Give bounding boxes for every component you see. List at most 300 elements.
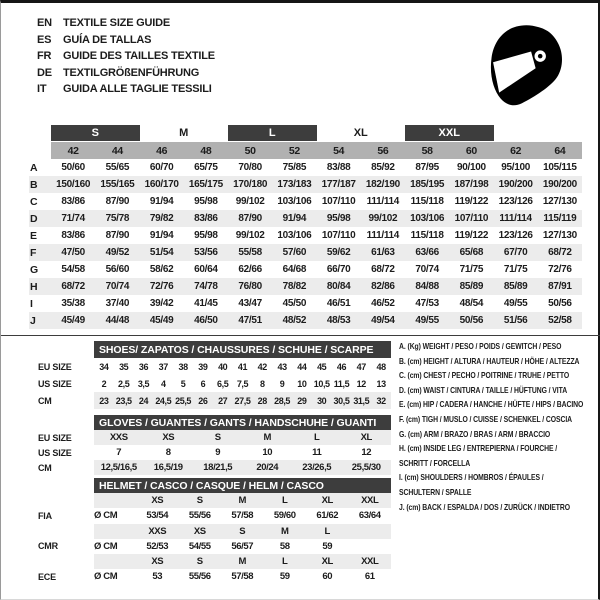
measure-cell: 67/70 [503,247,528,258]
diameter-cell: 61/62 [316,510,339,522]
measure-cell: 60/64 [194,264,218,275]
measure-cell: 71/75 [459,264,484,275]
measure-cell: 50/56 [548,298,572,309]
measure-cell: 48/53 [326,315,351,326]
gloves-header-row [38,415,391,430]
diameter-cell: 61 [364,571,375,583]
diameter-cell: Ø CM [94,510,118,522]
measure-cell: 47/53 [415,298,439,309]
us-size-cell: 11,5 [333,378,350,389]
measure-cell: 49/52 [105,247,130,258]
gutter [38,341,94,358]
measure-cell: 111/114 [366,196,400,207]
size-header-cell: 46 [140,142,184,159]
measure-cell: 155/165 [100,179,135,190]
us-size-cell: 9 [215,447,221,458]
measure-cell: 61/63 [371,247,395,258]
measure-cell: 99/102 [235,196,265,207]
lang-title: TEXTILE SIZE GUIDE [63,17,171,30]
lang-code: EN [37,17,52,30]
row-label: EU SIZE [38,361,72,372]
measure-cell: 177/187 [321,179,356,190]
eu-size-cell: 40 [218,361,228,372]
section-divider [1,335,600,336]
size-header-cell: XXS [148,525,167,537]
cm-size-cell: 27,5 [234,395,251,406]
measure-cell: 44/48 [105,315,130,326]
size-header-cell: 42 [51,142,95,159]
gutter [38,493,94,508]
measure-cell: 182/190 [365,179,400,190]
cm-size-cell: 20/24 [256,462,279,473]
us-size-cell: 10 [297,378,307,389]
measure-cell: 119/122 [454,230,489,241]
measure-cell: 51/56 [503,315,528,326]
measure-cell: 80/84 [326,281,351,292]
table-row [29,295,582,312]
eu-size-cell: XXS [109,432,128,443]
diameter-cell: 59 [322,540,333,552]
diameter-cell: 60 [322,571,333,583]
measure-cell: 127/130 [542,196,577,207]
gloves-title-bar: GLOVES / GUANTES / GANTS / HANDSCHUHE / GUANTI [94,415,391,430]
us-size-cells [94,445,391,460]
us-size-cell: 2 [101,378,107,389]
us-size-cell: 8 [259,378,265,389]
size-header-cell: 44 [95,142,139,159]
measure-cell: 87/90 [105,230,130,241]
measure-cell: 107/110 [321,230,356,241]
legend-line: E. (cm) HIP / CADERA / HANCHE / HÜFTE / HIPS / BACINO [399,399,584,410]
diameter-cell: 63/64 [358,510,381,522]
measure-cell: 123/126 [498,196,533,207]
us-size-cell: 6 [200,378,206,389]
measure-cell: 45/50 [282,298,307,309]
measure-cell: 91/94 [282,213,307,224]
measure-cell: 83/86 [61,230,85,241]
numeric-size-row [29,142,582,159]
measure-cell: 103/106 [410,213,445,224]
eu-size-cell: 34 [99,361,109,372]
table-row [38,493,391,508]
shoes-header-row [38,341,391,358]
cm-size-cell: 23,5 [115,395,132,406]
us-size-cell: 2,5 [118,378,130,389]
size-header-cell: XS [193,525,206,537]
diameter-cell: 57/58 [231,510,254,522]
measure-cell: 187/198 [454,179,489,190]
us-size-cell: 10 [262,447,273,458]
table-row [38,358,391,375]
diameter-cell: 59 [279,571,290,583]
helmet-icon [487,23,563,109]
row-label: CM [38,395,52,406]
us-size-cell: 7,5 [236,378,249,389]
measure-cell: 55/65 [105,162,130,173]
measure-cell: 115/118 [410,196,444,207]
measure-cell: 70/74 [415,264,439,275]
row-letter: E [30,229,38,242]
size-header-cell: 56 [361,142,405,159]
row-letter: J [30,314,36,327]
table-row [29,176,582,193]
diameter-cell: 57/58 [231,571,254,583]
gutter [38,358,94,375]
gutter [38,554,94,569]
legend-line: F. (cm) TIGH / MUSLO / CUISSE / SCHENKEL / COSCIA [399,413,573,424]
size-header-cell: XS [151,495,164,507]
measure-cell: 63/66 [415,247,439,258]
measure-cell: 107/110 [454,213,489,224]
measure-cell: 48/54 [459,298,484,309]
measure-cell: 70/80 [238,162,262,173]
measure-cell: 62/66 [238,264,262,275]
gutter [38,445,94,460]
size-header-cell: XXL [361,556,379,568]
measure-cell: 95/98 [326,213,351,224]
table-row [29,261,582,278]
table-row [29,278,582,295]
measure-cell: 185/195 [410,179,445,190]
measure-cell: 49/55 [503,298,528,309]
measure-cell: 173/183 [277,179,312,190]
measure-cell: 72/76 [149,281,174,292]
us-size-cell: 8 [165,447,171,458]
measure-cell: 68/72 [61,281,85,292]
row-letter: C [30,195,38,208]
language-title-list [37,15,215,98]
row-letter: B [30,178,38,191]
cmr-values [94,539,391,554]
cm-size-cell: 24,5 [155,395,172,406]
us-size-cell: 12 [356,378,366,389]
measure-cell: 49/54 [371,315,395,326]
size-header-cell: S [196,495,203,507]
measure-cell: 53/56 [194,247,218,258]
legend-line: SCHRITT / FORCELLA [399,457,471,468]
measure-cell: 87/95 [415,162,439,173]
legend-line: A. (Kg) WEIGHT / PESO / POIDS / GEWITCH / PESO [399,341,562,351]
size-header-cell: 64 [538,142,582,159]
gutter [38,478,94,493]
measure-cell: 190/200 [498,179,533,190]
eu-size-cell: 35 [119,361,129,372]
measure-cell: 47/50 [61,247,85,258]
row-label: EU SIZE [38,432,72,443]
cm-size-cell: 31,5 [353,395,370,406]
measure-cell: 160/170 [144,179,179,190]
eu-size-cell: XS [162,432,175,443]
measure-cell: 84/88 [415,281,439,292]
measure-cell: 35/38 [61,298,85,309]
eu-size-cell: 37 [158,361,168,372]
eu-size-cell: S [214,432,221,443]
diameter-cell: 56/57 [231,540,254,552]
measurement-legend [399,339,595,514]
table-row [29,210,582,227]
legend-line: B. (cm) HEIGHT / ALTURA / HAUTEUR / HÖHE / ALTEZZA [399,355,580,366]
measure-cell: 79/82 [149,213,174,224]
measure-cell: 87/90 [105,196,130,207]
table-row [38,508,391,523]
size-group-xl: XL [353,127,368,139]
size-header-cell: 50 [228,142,272,159]
measure-cell: 95/98 [194,196,218,207]
shoes-title-bar: SHOES/ ZAPATOS / CHAUSSURES / SCHUHE / SCARPE [94,341,391,358]
row-letter: F [30,246,37,259]
lang-row-es [37,32,215,49]
measure-cell: 49/55 [415,315,439,326]
cm-size-cell: 30,5 [333,395,350,406]
diameter-cell [349,539,392,554]
eu-size-cell: 41 [237,361,248,372]
measure-cell: 95/100 [501,162,531,173]
measure-cell: 68/72 [371,264,395,275]
measure-cell: 60/70 [149,162,174,173]
us-size-cell: 10,5 [313,378,330,389]
measure-cell: 58/62 [149,264,174,275]
measure-cell: 115/119 [543,213,577,224]
table-row [29,193,582,210]
helmet-title-bar: HELMET / CASCO / CASQUE / HELM / CASCO [94,478,391,493]
lang-row-de [37,65,215,82]
measure-cell: 57/60 [282,247,307,258]
eu-size-cell: 44 [297,361,307,372]
cm-size-cell: 32 [376,395,386,406]
row-letter: A [30,161,38,174]
measure-cell: 87/91 [548,281,572,292]
us-size-cell: 4 [160,378,166,389]
table-row [29,159,582,176]
eu-size-cell: L [314,432,320,443]
ece-size-header [94,554,391,569]
measure-cell: 103/106 [277,196,312,207]
measure-cell: 85/92 [371,162,395,173]
measure-cell: 45/49 [61,315,85,326]
measure-cell: 64/68 [282,264,307,275]
measure-cell: 107/110 [321,196,356,207]
diameter-cell: 53/54 [146,510,169,522]
lang-row-en [37,15,215,32]
diameter-cell: 58 [279,540,290,552]
us-size-cell: 3,5 [137,378,150,389]
diameter-cell: 53 [152,571,163,583]
measure-cell: 111/114 [499,213,532,224]
size-group-header [29,124,582,142]
legend-line: I. (cm) SHOULDERS / HOMBROS / ÉPAULES / [399,472,544,483]
measure-cell: 68/72 [548,247,572,258]
measure-cell: 75/78 [105,213,130,224]
measure-cell: 46/52 [371,298,395,309]
size-group-xxl: XXL [405,125,494,141]
cm-size-cell: 27 [218,395,228,406]
row-label: CMR [38,541,58,552]
eu-size-cell: 47 [356,361,366,372]
measure-cell: 83/88 [326,162,351,173]
us-size-cell: 6,5 [217,378,229,389]
table-row [29,227,582,244]
size-header-cell: S [239,525,246,537]
apparel-size-table [29,124,582,329]
eu-size-cell: 39 [198,361,208,372]
eu-size-cell: 46 [336,361,347,372]
diameter-cell: 52/53 [146,540,169,552]
measure-cell: 47/51 [238,315,262,326]
cm-size-cell: 25,5/30 [351,462,381,473]
cm-size-cell: 23/26,5 [302,462,332,473]
table-row [38,375,391,392]
us-size-cell: 11 [312,447,322,458]
us-size-cell: 7 [116,447,122,458]
measure-cell: 65/68 [459,247,484,258]
measure-cell: 45/49 [149,315,174,326]
legend-line: C. (cm) CHEST / PECHO / POITRINE / TRUHE / PETTO [399,370,570,381]
measure-cell: 39/42 [149,298,174,309]
size-header-cell: 60 [449,142,493,159]
measure-cell: 99/102 [368,213,398,224]
measure-cell: 52/58 [548,315,572,326]
size-header-cell: L [282,556,288,568]
size-header-cell: M [238,556,246,568]
cm-size-cell: 30 [317,395,327,406]
measure-cell: 75/85 [282,162,307,173]
helmet-header-row [38,478,391,493]
measure-cell: 83/86 [194,213,218,224]
eu-size-cell: XL [360,432,372,443]
gutter [38,430,94,445]
size-group-m: M [179,127,189,139]
cm-size-cell: 26 [198,395,208,406]
diameter-cell: 59/60 [273,510,296,522]
lang-code: FR [37,50,52,63]
measure-cell: 59/62 [326,247,351,258]
measure-cell: 55/58 [238,247,262,258]
measure-cell: 82/86 [371,281,395,292]
measure-cell: 123/126 [498,230,533,241]
eu-size-cell: M [263,432,271,443]
measure-cell: 76/80 [238,281,262,292]
diameter-cell: Ø CM [94,540,118,552]
table-row [38,539,391,554]
table-row [38,554,391,569]
measure-cell: 66/70 [326,264,351,275]
row-label: ECE [38,571,56,582]
row-label: FIA [38,510,52,521]
lang-code: ES [37,33,52,46]
gutter [38,569,94,584]
measure-cell: 91/94 [149,230,174,241]
size-header-cell: 52 [272,142,316,159]
cm-size-cells [94,460,391,475]
measure-cell: 103/106 [277,230,312,241]
size-header-cell: 54 [317,142,361,159]
eu-size-cell: 43 [277,361,287,372]
size-header-cell: M [280,525,289,537]
size-header-cell: 62 [494,142,538,159]
measure-cell: 48/52 [282,315,307,326]
eu-size-cell: 45 [317,361,327,372]
diameter-cell: 55/56 [188,510,211,522]
lang-row-fr [37,48,215,65]
measure-cell: 105/115 [543,162,577,173]
size-header-cell: XS [151,556,164,568]
table-row [38,430,391,445]
eu-size-cells [94,358,391,375]
gutter [38,375,94,392]
measure-cell: 37/40 [105,298,130,309]
cm-size-cell: 28 [257,395,267,406]
measure-cell: 71/75 [503,264,528,275]
lang-code: IT [37,83,47,96]
legend-line: SCHULTERN / SPALLE [399,486,472,497]
measure-cell: 90/100 [456,162,486,173]
eu-size-cell: 38 [178,361,188,372]
table-row [38,524,391,539]
row-letter: I [30,297,33,310]
table-row [38,460,391,475]
eu-size-cell: 42 [257,361,267,372]
us-size-cell: 13 [376,378,386,389]
table-row [29,244,582,261]
table-row [29,312,582,329]
measure-cell: 54/58 [61,264,85,275]
legend-line: H. (cm) INSIDE LEG / ENTREPIERNA / FOURCHE / [399,443,558,454]
size-header-cell: XL [321,556,333,568]
measure-cell: 99/102 [235,230,265,241]
row-letter: H [30,280,38,293]
measure-cell: 119/122 [454,196,489,207]
cm-size-cell: 23 [99,395,109,406]
us-size-cell: 9 [279,378,285,389]
measure-cell: 50/60 [61,162,85,173]
measure-cell: 65/75 [194,162,218,173]
size-header-cell: L [324,525,330,537]
cm-size-cells [94,392,391,409]
eu-size-cells [94,430,391,445]
row-label: US SIZE [38,378,72,389]
measure-cell: 85/89 [459,281,484,292]
gutter [38,508,94,523]
size-header-cell [94,493,136,508]
shoes-size-table [38,341,391,409]
cm-size-cell: 18/21,5 [203,462,233,473]
lang-title: TEXTILGRÖßENFÜHRUNG [63,66,200,79]
measure-cell: 170/180 [233,179,268,190]
size-header-cell [349,524,392,539]
measure-cell: 50/56 [459,315,484,326]
measure-cell: 150/160 [56,179,91,190]
cm-size-cell: 16,5/19 [153,462,183,473]
table-row [38,569,391,584]
gutter [38,415,94,430]
measure-cell: 78/82 [282,281,307,292]
size-header-cell [94,554,136,569]
size-header-cell: 58 [405,142,449,159]
table-row [38,445,391,460]
gutter [38,392,94,409]
gutter [38,460,94,475]
measure-cell: 46/50 [194,315,218,326]
measure-cell: 83/86 [61,196,85,207]
measure-cell: 91/94 [149,196,174,207]
diameter-cell: 54/55 [188,540,211,552]
lang-code: DE [37,66,52,79]
us-size-cell: 5 [180,378,186,389]
size-group-l: L [228,125,317,141]
size-header-cell: XXL [361,495,379,507]
size-header-cell: M [238,495,246,507]
eu-size-cell: 48 [376,361,386,372]
